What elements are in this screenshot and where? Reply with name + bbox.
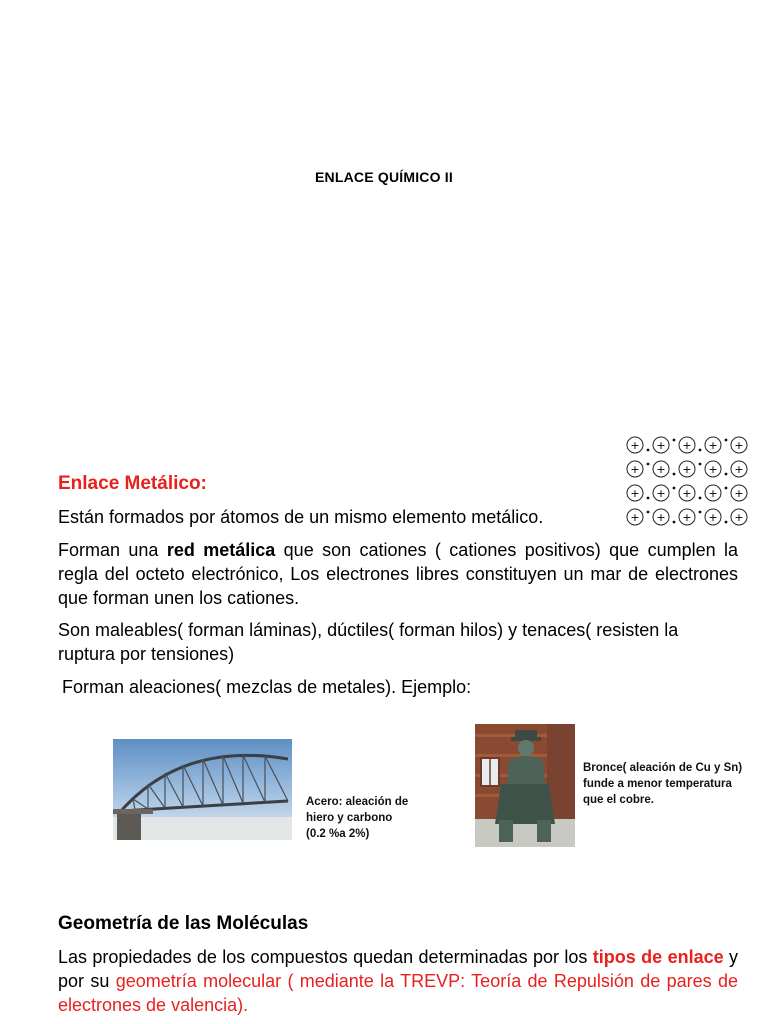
cation-plus: + <box>630 463 640 476</box>
cation-plus: + <box>708 511 718 524</box>
cation-plus: + <box>708 463 718 476</box>
electron-dot <box>673 439 676 442</box>
cation-plus: + <box>656 487 666 500</box>
section-heading-geometry: Geometría de las Moléculas <box>58 913 309 934</box>
paragraph-metallic-network <box>58 538 738 610</box>
bold-term-red-metalica: red metálica <box>166 540 276 560</box>
cation-plus: + <box>656 439 666 452</box>
caption-line: funde a menor temperatura <box>583 778 732 790</box>
highlight-tipos-enlace: tipos de enlace <box>592 947 724 967</box>
electron-dot <box>699 449 702 452</box>
caption-line: que el cobre. <box>583 794 654 806</box>
electron-dot <box>699 463 702 466</box>
cation-plus: + <box>708 487 718 500</box>
paragraph-metallic-definition: Están formados por átomos de un mismo elemento metálico. <box>58 507 544 527</box>
bronze-statue-image <box>475 724 575 847</box>
cation-plus: + <box>630 511 640 524</box>
text-run: Forman una <box>58 540 167 560</box>
electron-dot <box>725 487 728 490</box>
electron-dot <box>725 473 728 476</box>
cation-plus: + <box>734 463 744 476</box>
text-run: Las propiedades de los compuestos quedan determinadas por los <box>58 947 593 967</box>
caption-bronce <box>583 760 768 808</box>
paragraph-alloys: Forman aleaciones( mezclas de metales). Ejemplo: <box>62 677 472 697</box>
electron-dot <box>647 449 650 452</box>
electron-dot <box>725 439 728 442</box>
section-heading-metallic: Enlace Metálico: <box>58 473 207 494</box>
page-title: ENLACE QUÍMICO II <box>315 169 453 185</box>
paragraph-metallic-properties: Son maleables( forman láminas), dúctiles( forman hilos) y tenaces( resisten la ruptura por tensiones) <box>58 620 679 664</box>
cation-plus: + <box>630 487 640 500</box>
electron-dot <box>647 463 650 466</box>
electron-dot <box>647 497 650 500</box>
caption-line: hiero y carbono <box>306 812 393 824</box>
cation-plus: + <box>682 511 692 524</box>
cation-plus: + <box>682 487 692 500</box>
cation-plus: + <box>656 463 666 476</box>
caption-line: (0.2 %a 2%) <box>306 828 370 840</box>
cation-plus: + <box>734 439 744 452</box>
cation-plus: + <box>630 439 640 452</box>
electron-dot <box>673 487 676 490</box>
caption-line: Acero: aleación de <box>306 796 409 808</box>
cation-plus: + <box>682 439 692 452</box>
cation-plus: + <box>734 511 744 524</box>
caption-acero <box>306 794 436 842</box>
text-run: que son cationes ( cationes positivos) que cumplen la regla del octeto electrónico, Los electrones libres constituyen un mar de electrones que forman unen los cationes. <box>58 540 738 608</box>
electron-dot <box>699 497 702 500</box>
cation-plus: + <box>656 511 666 524</box>
cation-plus: + <box>708 439 718 452</box>
text-run: y por su <box>58 947 738 991</box>
cation-plus: + <box>734 487 744 500</box>
highlight-geometria-molecular: geometría molecular ( mediante la TREVP: Teoría de Repulsión de pares de electrones de valencia). <box>58 971 739 1015</box>
caption-line: Bronce( aleación de Cu y Sn) <box>583 762 743 774</box>
paragraph-geometry <box>58 945 738 1017</box>
steel-bridge-image <box>113 739 292 840</box>
cation-plus: + <box>682 463 692 476</box>
electron-dot <box>673 473 676 476</box>
